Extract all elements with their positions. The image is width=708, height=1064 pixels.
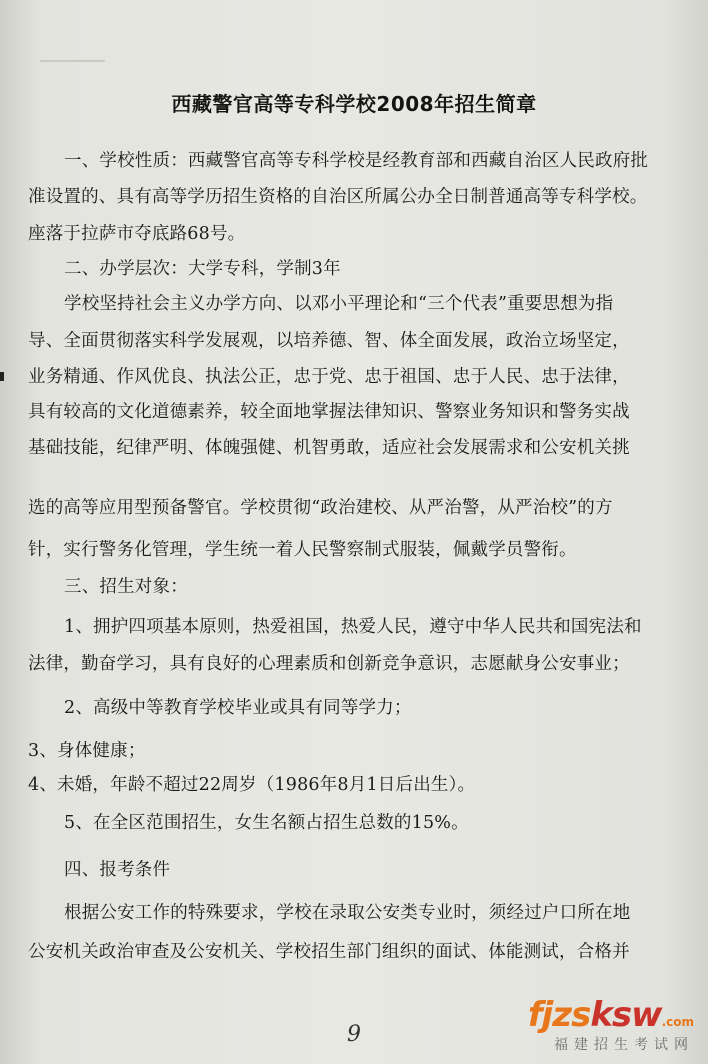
body-line: 基础技能，纪律严明、体魄强健、机智勇敢，适应社会发展需求和公安机关挑 — [28, 438, 630, 458]
bleed-through-decoration: ▔▔▔▔▔▔ — [40, 61, 469, 77]
body-line: 业务精通、作风优良、执法公正，忠于党、忠于祖国、忠于人民、忠于法律， — [28, 367, 630, 387]
watermark-logo-text-1: fjzs — [527, 995, 591, 1035]
body-line: 根据公安工作的特殊要求，学校在录取公安类专业时，须经过户口所在地 — [64, 903, 631, 923]
body-line: 针，实行警务化管理，学生统一着人民警察制式服装，佩戴学员警衔。 — [28, 540, 577, 560]
body-line: 法律，勤奋学习，具有良好的心理素质和创新竞争意识，志愿献身公安事业； — [28, 654, 630, 674]
list-item: 3、身体健康； — [28, 741, 146, 761]
section-heading: 三、招生对象： — [64, 577, 188, 597]
list-item: 2、高级中等教育学校毕业或具有同等学力； — [64, 698, 412, 718]
body-line: 学校坚持社会主义办学方向、以邓小平理论和“三个代表”重要思想为指 — [64, 294, 614, 314]
scan-mark — [0, 372, 4, 381]
body-line: 公安机关政治审查及公安机关、学校招生部门组织的面试、体能测试，合格并 — [28, 942, 630, 962]
body-line: 选的高等应用型预备警官。学校贯彻“政治建校、从严治警，从严治校”的方 — [28, 498, 613, 518]
body-line: 座落于拉萨市夺底路68号。 — [28, 224, 246, 244]
document-title: 西藏警官高等专科学校2008年招生简章 — [171, 92, 537, 116]
watermark-logo-text-2: ksw — [590, 995, 662, 1035]
body-line: 具有较高的文化道德素养，较全面地掌握法律知识、警察业务知识和警务实战 — [28, 402, 630, 422]
list-item: 4、未婚，年龄不超过22周岁（1986年8月1日后出生）。 — [28, 775, 476, 795]
page-number: 9 — [347, 1022, 361, 1047]
body-line: 1、拥护四项基本原则，热爱祖国，热爱人民，遵守中华人民共和国宪法和 — [64, 617, 642, 637]
watermark-subtitle: 福建招生考试网 — [554, 1037, 694, 1053]
list-item: 5、在全区范围招生，女生名额占招生总数的15%。 — [64, 813, 469, 833]
body-line: 一、学校性质：西藏警官高等专科学校是经教育部和西藏自治区人民政府批 — [64, 151, 649, 171]
watermark-logo — [527, 995, 694, 1054]
body-line: 准设置的、具有高等学历招生资格的自治区所属公办全日制普通高等专科学校。 — [28, 187, 648, 207]
section-heading: 二、办学层次：大学专科，学制3年 — [64, 259, 341, 279]
body-line: 导、全面贯彻落实科学发展观，以培养德、智、体全面发展，政治立场坚定， — [28, 331, 630, 351]
section-heading: 四、报考条件 — [64, 860, 171, 880]
watermark-logo-suffix: .com — [661, 1015, 694, 1029]
